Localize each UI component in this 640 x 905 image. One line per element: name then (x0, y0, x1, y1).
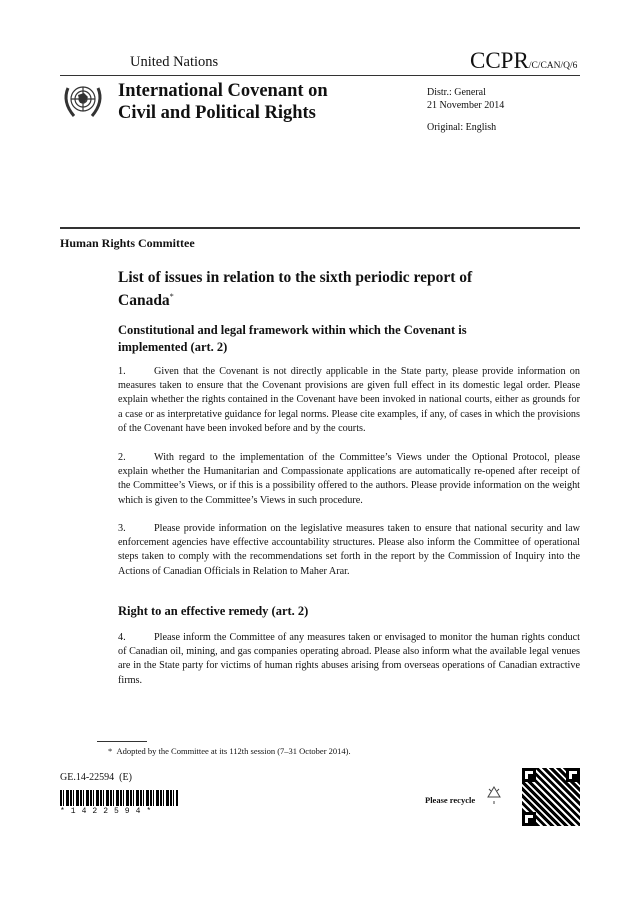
please-recycle: Please recycle (425, 795, 476, 805)
un-emblem-icon (60, 80, 106, 122)
issue-date: 21 November 2014 (427, 100, 505, 111)
paragraph-number: 4. (118, 632, 126, 643)
covenant-title (118, 80, 328, 124)
paragraph (118, 451, 580, 508)
covenant-title-line2: Civil and Political Rights (118, 103, 316, 123)
recycle-icon (484, 785, 504, 805)
document-title-line1: List of issues in relation to the sixth periodic report of (118, 269, 473, 286)
org-name: United Nations (130, 54, 219, 70)
symbol-sub: /C/CAN/Q/6 (528, 61, 578, 71)
paragraph-number: 2. (118, 452, 126, 463)
paragraph-text: Given that the Covenant is not directly applicable in the State party, please provide information on measures taken to ensure that the Covenant provisions are given full effect in its domestic legal order. Please explain whether the rights contained in the Covenant have been invoked in national courts, either as grounds for a case or as interpretative guidance for legal norms. Please cite examples, if any, of cases in which the provisions of the Covenant have been invoked before and by the courts. (118, 366, 580, 434)
footnote-mark: * (108, 746, 113, 756)
document-symbol (470, 48, 577, 74)
paragraph (118, 365, 580, 436)
footnote-text: Adopted by the Committee at its 112th session (7–31 October 2014). (116, 746, 351, 756)
barcode (60, 790, 178, 806)
paragraph (118, 522, 580, 579)
job-number: GE.14-22594 (E) (60, 772, 132, 783)
distribution: Distr.: General (427, 87, 486, 98)
footnote (108, 746, 351, 756)
header-rule (60, 75, 580, 76)
paragraph-text: Please inform the Committee of any measures taken or envisaged to monitor the human rights conduct of Canadian oil, mining, and gas companies operating abroad. Please also inform what the available legal venues are in the State party for victims of human rights abuses arising from overseas operations of Canadian extractive firms. (118, 632, 580, 686)
committee-name: Human Rights Committee (60, 236, 195, 250)
document-title (118, 268, 472, 310)
paragraph-text: With regard to the implementation of the Committee’s Views under the Optional Protocol, please explain whether the Humanitarian and Compassionate applications are automatically re-opened after receipt of the Committee’s Views, or if this is a possibility offered to the authors. Please provide information on the weight which is given to the Committee’s Views in such procedure. (118, 452, 580, 506)
paragraph-text: Please provide information on the legislative measures taken to ensure that national security and law enforcement agencies have effective accountability structures. Please also inform the Committee of operational steps taken to comply with the recommendations set forth in the report by the Commission of Inquiry into the Actions of Canadian Officials in Relation to Maher Arar. (118, 523, 580, 577)
barcode-text: *1422594* (60, 807, 158, 816)
paragraph-number: 1. (118, 366, 126, 377)
paragraph (118, 631, 580, 688)
original-language: Original: English (427, 122, 497, 133)
thick-rule (60, 227, 580, 229)
footnote-ref: * (169, 292, 174, 301)
qr-code (522, 768, 580, 826)
distribution-info (427, 86, 504, 134)
section-heading: Right to an effective remedy (art. 2) (118, 604, 309, 618)
covenant-title-line1: International Covenant on (118, 81, 328, 101)
section-heading: Constitutional and legal framework within which the Covenant is implemented (art. 2) (118, 323, 467, 354)
footnote-rule (97, 741, 147, 742)
paragraph-number: 3. (118, 523, 126, 534)
symbol-main: CCPR (470, 48, 529, 73)
document-title-line2: Canada (118, 292, 170, 310)
